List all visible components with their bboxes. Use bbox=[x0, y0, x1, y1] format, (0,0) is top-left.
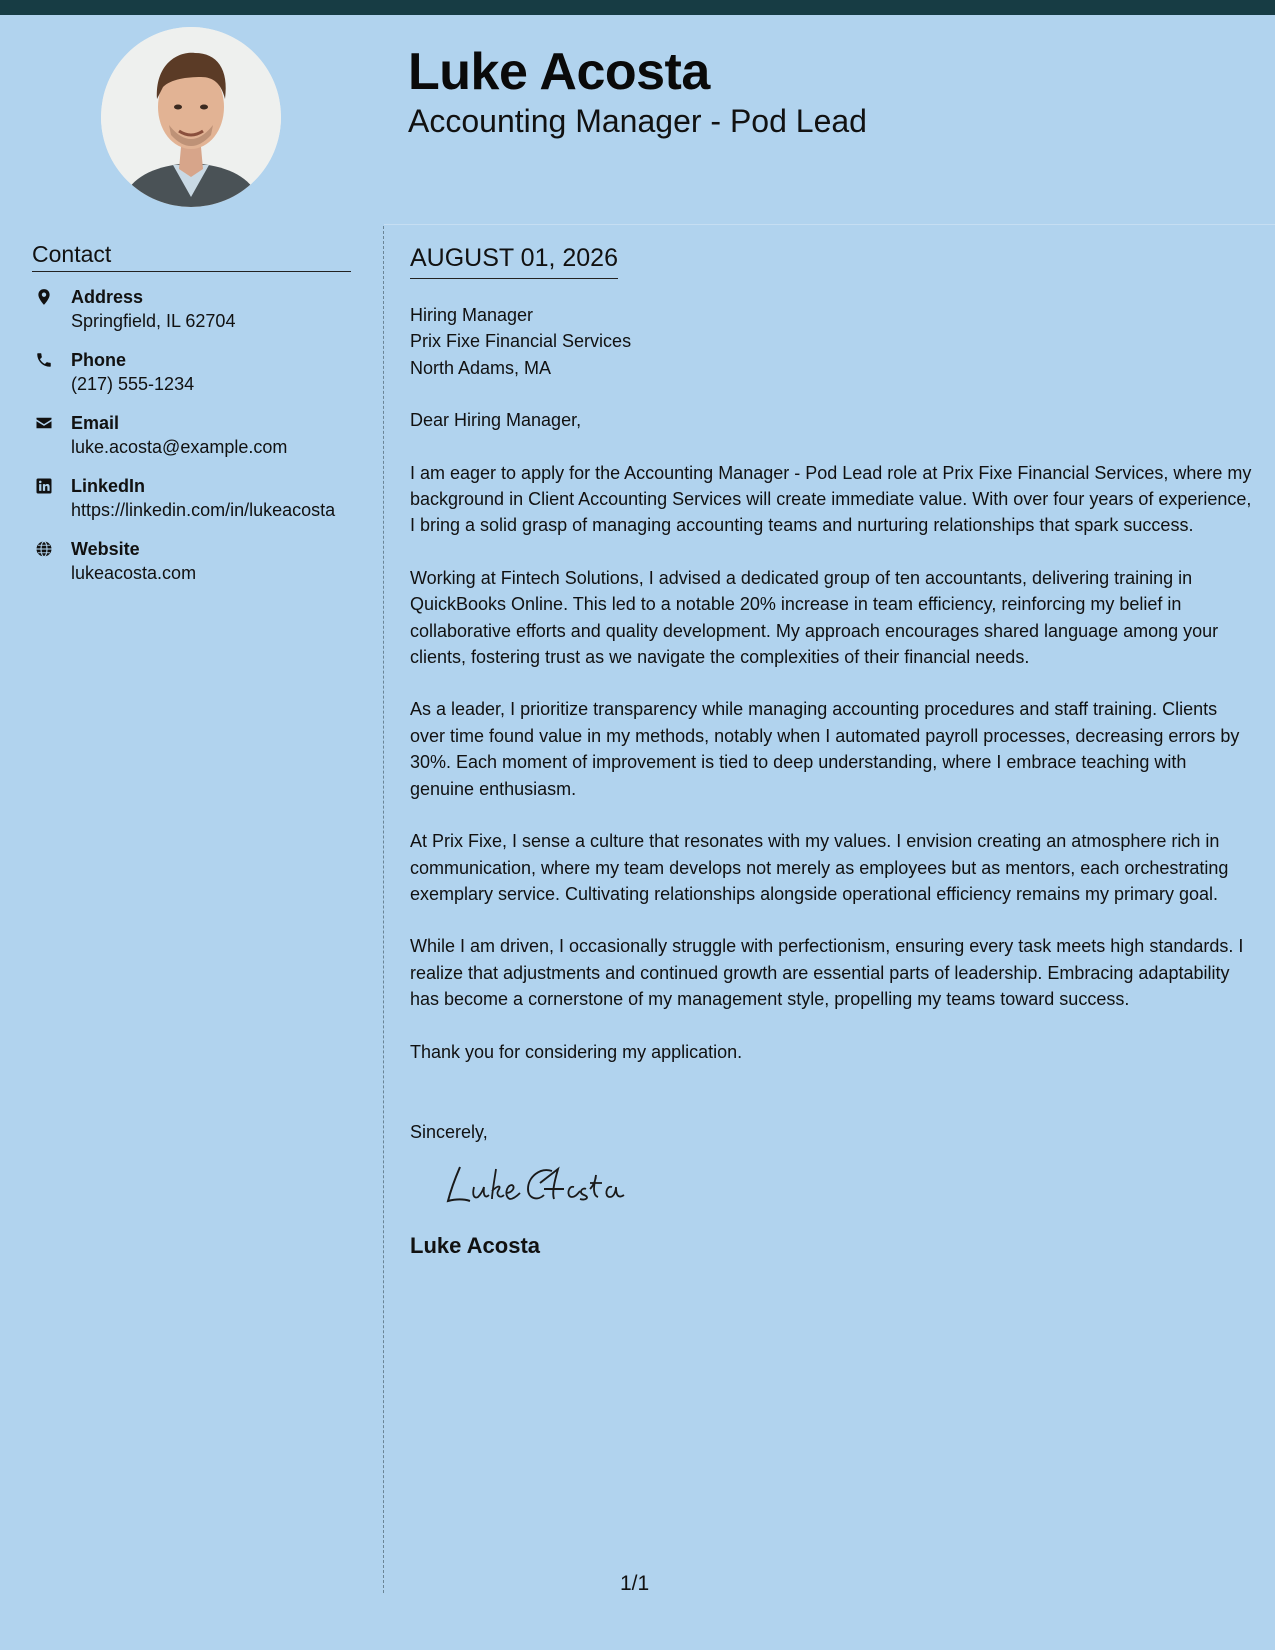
recipient-line: North Adams, MA bbox=[410, 357, 552, 378]
letter-date: AUGUST 01, 2026 bbox=[410, 244, 618, 279]
contact-item-website bbox=[32, 537, 362, 585]
contact-item-phone bbox=[32, 348, 362, 396]
phone-icon bbox=[35, 351, 53, 369]
profile-photo bbox=[101, 27, 281, 207]
contact-label: Email bbox=[71, 413, 120, 433]
handwritten-signature bbox=[440, 1149, 640, 1217]
paragraph: I am eager to apply for the Accounting Manager - Pod Lead role at Prix Fixe Financial Services, where my background in Client Accounting Services will create immediate value. With over four years of experience, I bring a solid grasp of managing accounting teams and nurturing relationships that spark success. bbox=[410, 462, 1252, 536]
contact-value: Springfield, IL 62704 bbox=[71, 311, 236, 331]
envelope-icon bbox=[35, 414, 53, 432]
page-number: 1/1 bbox=[620, 1572, 650, 1595]
candidate-role: Accounting Manager - Pod Lead bbox=[408, 103, 867, 139]
contact-list bbox=[32, 285, 362, 600]
contact-value: (217) 555-1234 bbox=[71, 374, 195, 394]
candidate-name: Luke Acosta bbox=[408, 43, 710, 101]
paragraph: While I am driven, I occasionally struggle with perfectionism, ensuring every task meets high standards. I realize that adjustments and continued growth are essential parts of leadership. Embracing adaptability has become a cornerstone of my management style, propelling my teams toward success. bbox=[410, 936, 1244, 1010]
paragraph: At Prix Fixe, I sense a culture that resonates with my values. I envision creating an atmosphere rich in communication, where my team develops not merely as employees but as mentors, each orchestrating exemplary service. Cultivating relationships alongside operational efficiency remains my primary goal. bbox=[410, 831, 1229, 904]
linkedin-icon bbox=[35, 477, 53, 495]
contact-label: Website bbox=[71, 539, 140, 559]
recipient-line: Prix Fixe Financial Services bbox=[410, 331, 632, 352]
map-pin-icon bbox=[35, 288, 53, 306]
paragraph: As a leader, I prioritize transparency while managing accounting procedures and staff training. Clients over time found value in my methods, notably when I automated payroll processes, decreasing errors by 30%. Each moment of improvement is tied to deep understanding, where I embrace teaching with genuine enthusiasm. bbox=[410, 699, 1240, 799]
contact-label: Phone bbox=[71, 350, 127, 370]
contact-item-linkedin bbox=[32, 474, 362, 522]
contact-label: LinkedIn bbox=[71, 476, 146, 496]
contact-value[interactable]: https://linkedin.com/in/lukeacosta bbox=[71, 500, 336, 520]
contact-value[interactable]: lukeacosta.com bbox=[71, 563, 197, 583]
contact-item-address bbox=[32, 285, 362, 333]
header-divider bbox=[384, 224, 1275, 225]
salutation: Dear Hiring Manager, bbox=[410, 410, 582, 431]
contact-label: Address bbox=[71, 287, 144, 307]
paragraph: Working at Fintech Solutions, I advised a dedicated group of ten accountants, delivering training in QuickBooks Online. This led to a notable 20% increase in team efficiency, reinforcing my belief in collaborative efforts and quality development. My approach encourages shared language among your clients, fostering trust as we navigate the complexities of their financial needs. bbox=[410, 567, 1219, 668]
letter-body bbox=[410, 302, 1255, 1259]
globe-icon bbox=[35, 540, 53, 558]
recipient-block bbox=[410, 302, 1255, 381]
contact-value: luke.acosta@example.com bbox=[71, 437, 288, 457]
signed-name: Luke Acosta bbox=[410, 1232, 541, 1258]
contact-item-email bbox=[32, 411, 362, 459]
top-accent-bar bbox=[0, 0, 1275, 15]
closing-thanks: Thank you for considering my application. bbox=[410, 1041, 743, 1062]
column-divider bbox=[383, 226, 384, 1593]
signoff: Sincerely, bbox=[410, 1121, 488, 1142]
recipient-line: Hiring Manager bbox=[410, 305, 534, 325]
contact-heading: Contact bbox=[32, 241, 351, 272]
